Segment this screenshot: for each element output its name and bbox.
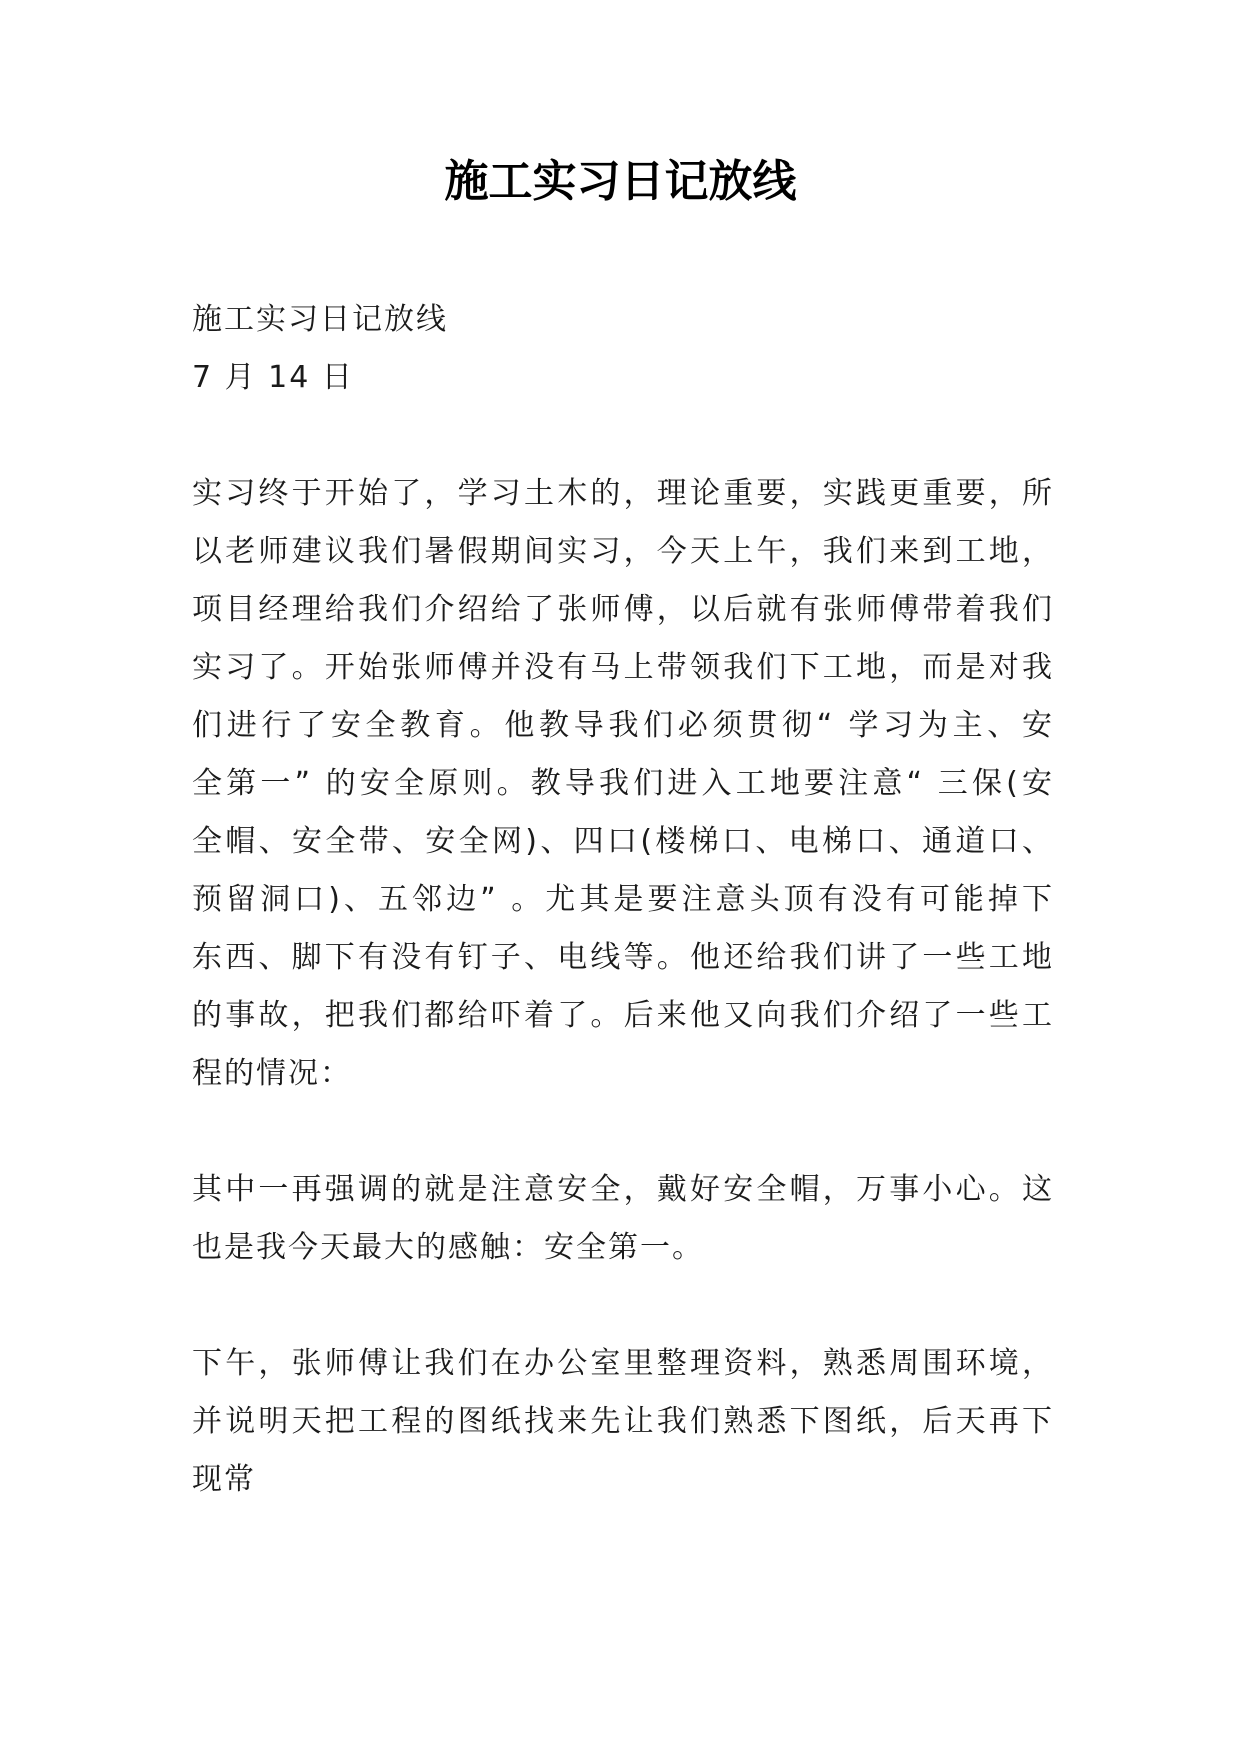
text-line: 其中一再强调的就是注意安全，戴好安全帽，万事小心。这 — [192, 1172, 1054, 1207]
paragraph-3 — [192, 1335, 1054, 1509]
text-line: 实习终于开始了，学习土木的，理论重要，实践更重要，所 — [192, 476, 1054, 511]
paragraph-gap — [192, 1103, 1054, 1161]
document-subtitle: 施工实习日记放线 — [192, 302, 448, 337]
text-line: 并说明天把工程的图纸找来先让我们熟悉下图纸，后天再下 — [192, 1404, 1054, 1439]
page-title: 施工实习日记放线 — [444, 156, 797, 207]
text-line: 以老师建议我们暑假期间实习，今天上午，我们来到工地， — [192, 534, 1054, 569]
text-line: 预留洞口)、五邻边” 。尤其是要注意头顶有没有可能掉下 — [192, 882, 1054, 917]
text-line: 现常 — [192, 1462, 256, 1497]
paragraph-gap — [192, 1277, 1054, 1335]
text-line: 实习了。开始张师傅并没有马上带领我们下工地，而是对我 — [192, 650, 1054, 685]
text-line: 全第一” 的安全原则。教导我们进入工地要注意“ 三保(安 — [192, 766, 1054, 801]
text-line: 们进行了安全教育。他教导我们必须贯彻“ 学习为主、安 — [192, 708, 1054, 743]
entry-date: 7 月 14 日 — [192, 360, 354, 395]
document-body — [192, 291, 1054, 1509]
paragraph-gap — [192, 407, 1054, 465]
text-line: 下午，张师傅让我们在办公室里整理资料，熟悉周围环境， — [192, 1346, 1054, 1381]
text-line: 全帽、安全带、安全网)、四口(楼梯口、电梯口、通道口、 — [192, 824, 1054, 859]
text-line: 程的情况： — [192, 1056, 352, 1091]
text-line: 东西、脚下有没有钉子、电线等。他还给我们讲了一些工地 — [192, 940, 1054, 975]
paragraph-2 — [192, 1161, 1054, 1277]
text-line: 项目经理给我们介绍给了张师傅，以后就有张师傅带着我们 — [192, 592, 1054, 627]
paragraph-1 — [192, 465, 1054, 1103]
text-line: 的事故，把我们都给吓着了。后来他又向我们介绍了一些工 — [192, 998, 1054, 1033]
text-line: 也是我今天最大的感触：安全第一。 — [192, 1230, 704, 1265]
